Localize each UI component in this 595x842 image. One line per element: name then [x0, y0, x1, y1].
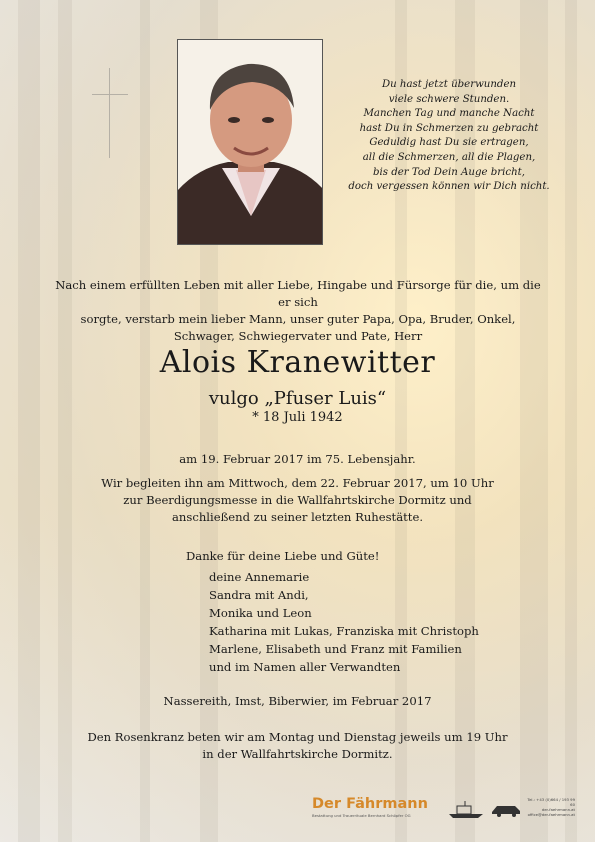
contact-phone: Tel.: +43 (0)664 / 193 99 60 — [527, 797, 575, 807]
birth-date: * 18 Juli 1942 — [252, 410, 343, 425]
poem-line: hast Du in Schmerzen zu gebracht — [359, 122, 539, 134]
intro-line: Nach einem erfüllten Leben mit aller Liebe, Hingabe und Fürsorge für die, um die er sich — [55, 278, 541, 309]
poem-line: Du hast jetzt überwunden — [381, 79, 517, 90]
mourner: deine Annemarie — [209, 570, 310, 584]
intro-line: sorgte, verstarb mein lieber Mann, unser guter Papa, Opa, Bruder, Onkel, — [80, 312, 516, 326]
service-line: zur Beerdigungsmesse in die Wallfahrtskirche Dormitz und — [123, 493, 472, 507]
poem-line: doch vergessen können wir Dich nicht. — [348, 181, 550, 193]
funeral-service-info — [80, 475, 515, 526]
poem-line: all die Schmerzen, all die Plagen, — [362, 151, 536, 163]
boat-logo-icon — [447, 800, 485, 820]
mourner: Katharina mit Lukas, Franziska mit Christoph — [209, 624, 479, 638]
brand-name: Der Fährmann — [312, 796, 428, 812]
rosary-info — [70, 729, 525, 763]
hearse-icon — [491, 803, 521, 817]
rosary-line: in der Wallfahrtskirche Dormitz. — [202, 747, 393, 761]
poem-line: bis der Tod Dein Auge bricht, — [372, 166, 525, 178]
place-date: Nassereith, Imst, Biberwier, im Februar 2017 — [163, 694, 432, 708]
mourner: und im Namen aller Verwandten — [209, 660, 401, 674]
mourner: Monika und Leon — [209, 606, 312, 620]
brand-subtitle: Bestattung und Trauerrituale Bernhard Schöpfer OG — [312, 813, 411, 818]
portrait-photo — [177, 39, 323, 245]
intro-text — [48, 277, 548, 345]
contact-info — [523, 797, 575, 817]
deceased-name: Alois Kranewitter — [159, 345, 436, 380]
mourner: Marlene, Elisabeth und Franz mit Familien — [209, 642, 462, 656]
service-line: anschließend zu seiner letzten Ruhestätte. — [172, 510, 423, 524]
intro-line: Schwager, Schwiegervater und Pate, Herr — [173, 329, 423, 343]
poem — [333, 78, 565, 195]
poem-line: Manchen Tag und manche Nacht — [363, 108, 535, 120]
rosary-line: Den Rosenkranz beten wir am Montag und Dienstag jeweils um 19 Uhr — [87, 730, 508, 744]
thanks-title: Danke für deine Liebe und Güte! — [186, 549, 380, 563]
mourner: Sandra mit Andi, — [209, 588, 309, 602]
poem-line: viele schwere Stunden. — [388, 93, 510, 105]
service-line: Wir begleiten ihn am Mittwoch, dem 22. Februar 2017, um 10 Uhr — [101, 476, 494, 490]
funeral-home-logo — [312, 796, 428, 818]
cross-icon — [92, 68, 128, 158]
contact-web: der-faehrmann.at office@der-faehrmann.at — [527, 807, 575, 817]
deceased-nickname: vulgo „Pfuser Luis“ — [208, 388, 387, 409]
death-date: am 19. Februar 2017 im 75. Lebensjahr. — [179, 452, 416, 466]
mourners-list — [209, 568, 479, 676]
poem-line: Geduldig hast Du sie ertragen, — [369, 137, 529, 149]
